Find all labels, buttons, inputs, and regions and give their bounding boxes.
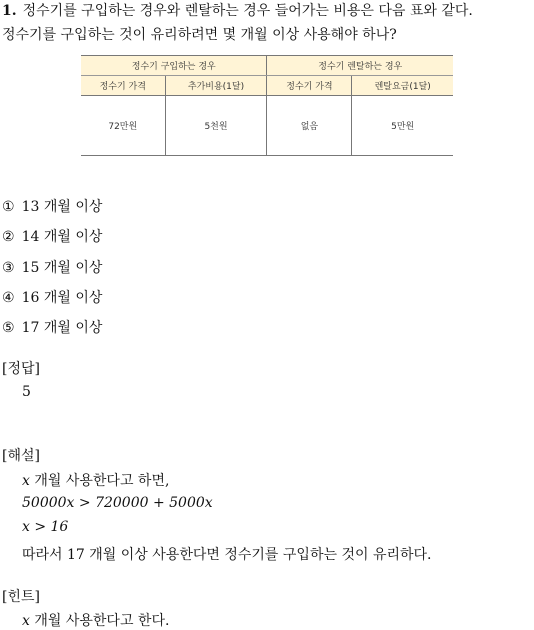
solution-inequality: 50000x > 720000 + 5000x (22, 495, 213, 511)
cost-table (81, 55, 453, 156)
option-text: 16 개월 이상 (21, 290, 103, 306)
option-mark: ⑤ (2, 320, 15, 336)
math-variable: x (22, 613, 30, 629)
table-value-cell: 5만원 (352, 96, 453, 156)
solution-result: x > 16 (22, 519, 69, 535)
table-group-rental: 정수기 렌탈하는 경우 (267, 56, 453, 76)
option-text: 15 개월 이상 (21, 260, 103, 276)
option-4[interactable] (2, 287, 102, 307)
hint-line (22, 610, 169, 630)
solution-text: 개월 사용한다고 하면, (29, 473, 170, 489)
option-5[interactable] (2, 317, 102, 337)
hint-label: [힌트] (2, 589, 40, 605)
table-header-cell: 정수기 가격 (81, 76, 165, 96)
question-text-2: 정수기를 구입하는 것이 유리하려면 몇 개월 이상 사용해야 하나? (2, 27, 397, 43)
solution-label: [해설] (2, 448, 40, 464)
hint-text: 개월 사용한다고 한다. (29, 613, 170, 629)
option-2[interactable] (2, 226, 102, 246)
table-header-cell: 정수기 가격 (267, 76, 352, 96)
table-value-cell: 72만원 (81, 96, 165, 156)
answer-label: [정답] (2, 361, 40, 377)
math-variable: x (22, 473, 30, 489)
option-mark: ① (2, 199, 15, 215)
table-header-cell: 추가비용(1달) (165, 76, 267, 96)
table-value-cell: 5천원 (165, 96, 267, 156)
option-text: 17 개월 이상 (21, 320, 103, 336)
solution-conclusion: 따라서 17 개월 이상 사용한다면 정수기를 구입하는 것이 유리하다. (22, 547, 432, 563)
option-mark: ④ (2, 290, 15, 306)
question-number: 1. (2, 3, 17, 19)
option-text: 14 개월 이상 (21, 229, 103, 245)
option-mark: ② (2, 229, 15, 245)
solution-line-1 (22, 470, 169, 490)
option-text: 13 개월 이상 (21, 199, 103, 215)
option-mark: ③ (2, 260, 15, 276)
table-header-cell: 렌탈요금(1달) (352, 76, 453, 96)
question-line-1 (2, 0, 473, 20)
table-group-purchase: 정수기 구입하는 경우 (81, 56, 267, 76)
table-value-cell: 없음 (267, 96, 352, 156)
question-text-1: 정수기를 구입하는 경우와 렌탈하는 경우 들어가는 비용은 다음 표와 같다. (22, 3, 473, 19)
answer-value: 5 (22, 384, 31, 400)
option-3[interactable] (2, 257, 102, 277)
option-1[interactable] (2, 196, 102, 216)
